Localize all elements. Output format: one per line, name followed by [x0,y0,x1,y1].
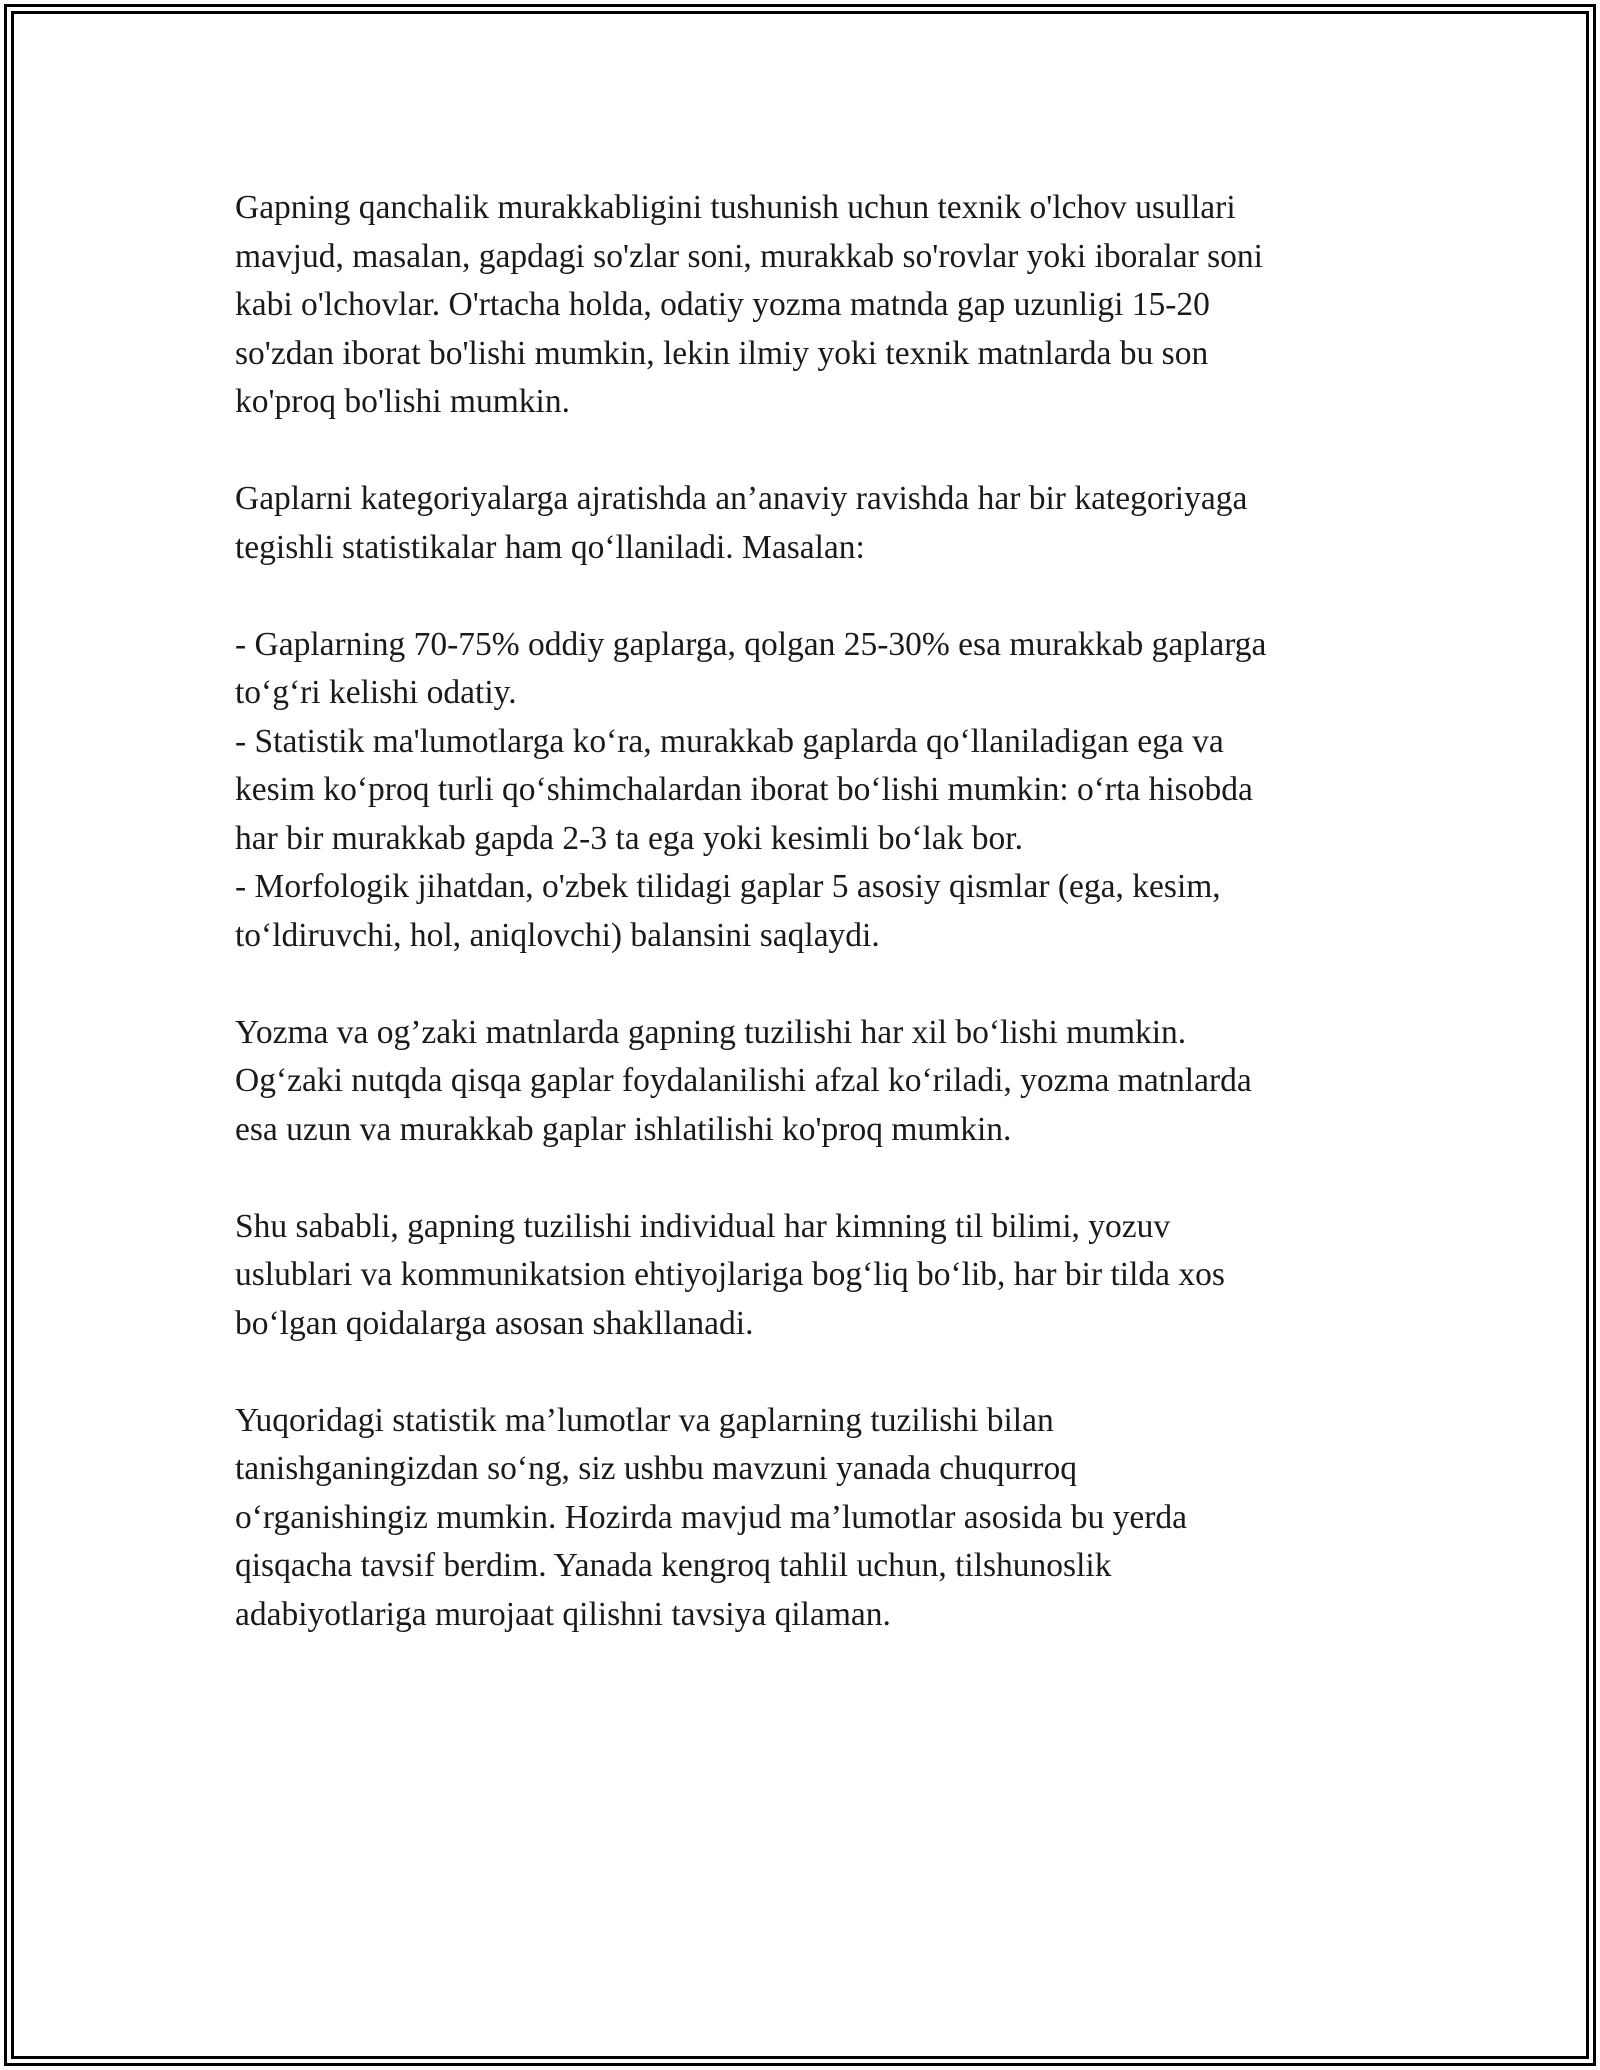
paragraph-conclusion [235,1203,1375,1349]
paragraph-categories-intro [235,475,1375,572]
text-line: kabi o'lchovlar. O'rtacha holda, odatiy yozma matnda gap uzunligi 15-20 [235,286,1210,323]
text-line: Shu sababli, gapning tuzilishi individual har kimning til bilimi, yozuv [235,1207,1171,1245]
text-line: esa uzun va murakkab gaplar ishlatilishi ko'proq mumkin. [235,1110,1012,1148]
list-item-line: har bir murakkab gapda 2-3 ta ega yoki kesimli bo‘lak bor. [235,819,1023,857]
text-line: ko'proq bo'lishi mumkin. [235,383,570,420]
list-item-line: - Morfologik jihatdan, o'zbek tilidagi gaplar 5 asosiy qismlar (ega, kesim, [235,868,1221,905]
list-item-line: - Statistik ma'lumotlarga ko‘ra, murakkab gaplarda qo‘llaniladigan ega va [235,722,1224,760]
list-item-line: - Gaplarning 70-75% oddiy gaplarga, qolgan 25-30% esa murakkab gaplarga [235,625,1267,663]
paragraph-measurement-methods [235,184,1375,427]
list-item-line: to‘ldiruvchi, hol, aniqlovchi) balansini saqlaydi. [235,916,880,954]
text-line: qisqacha tavsif berdim. Yanada kengroq tahlil uchun, tilshunoslik [235,1547,1112,1584]
text-line: so'zdan iborat bo'lishi mumkin, lekin ilmiy yoki texnik matnlarda bu son [235,334,1209,372]
list-item-line: to‘g‘ri kelishi odatiy. [235,674,517,711]
text-line: Yozma va og’zaki matnlarda gapning tuzilishi har xil bo‘lishi mumkin. [235,1013,1187,1051]
paragraph-recommendation [235,1397,1375,1640]
text-line: tanishganingizdan so‘ng, siz ushbu mavzuni yanada chuqurroq [235,1450,1077,1487]
document-body [235,184,1375,1639]
text-line: Yuqoridagi statistik ma’lumotlar va gaplarning tuzilishi bilan [235,1401,1054,1439]
text-line: bo‘lgan qoidalarga asosan shakllanadi. [235,1304,754,1342]
list-item-line: kesim ko‘proq turli qo‘shimchalardan iborat bo‘lishi mumkin: o‘rta hisobda [235,771,1253,808]
text-line: tegishli statistikalar ham qo‘llaniladi. Masalan: [235,528,865,566]
text-line: mavjud, masalan, gapdagi so'zlar soni, murakkab so'rovlar yoki iboralar soni [235,237,1263,275]
paragraph-statistics-list [235,621,1375,961]
text-line: Gaplarni kategoriyalarga ajratishda an’anaviy ravishda har bir kategoriyaga [235,480,1248,517]
text-line: o‘rganishingiz mumkin. Hozirda mavjud ma’lumotlar asosida bu yerda [235,1498,1188,1536]
text-line: Og‘zaki nutqda qisqa gaplar foydalanilishi afzal ko‘riladi, yozma matnlarda [235,1062,1252,1099]
text-line: adabiyotlariga murojaat qilishni tavsiya qilaman. [235,1595,891,1633]
text-line: uslublari va kommunikatsion ehtiyojlariga bog‘liq bo‘lib, har bir tilda xos [235,1256,1225,1293]
paragraph-written-vs-oral [235,1009,1375,1155]
text-line: Gapning qanchalik murakkabligini tushunish uchun texnik o'lchov usullari [235,189,1236,226]
